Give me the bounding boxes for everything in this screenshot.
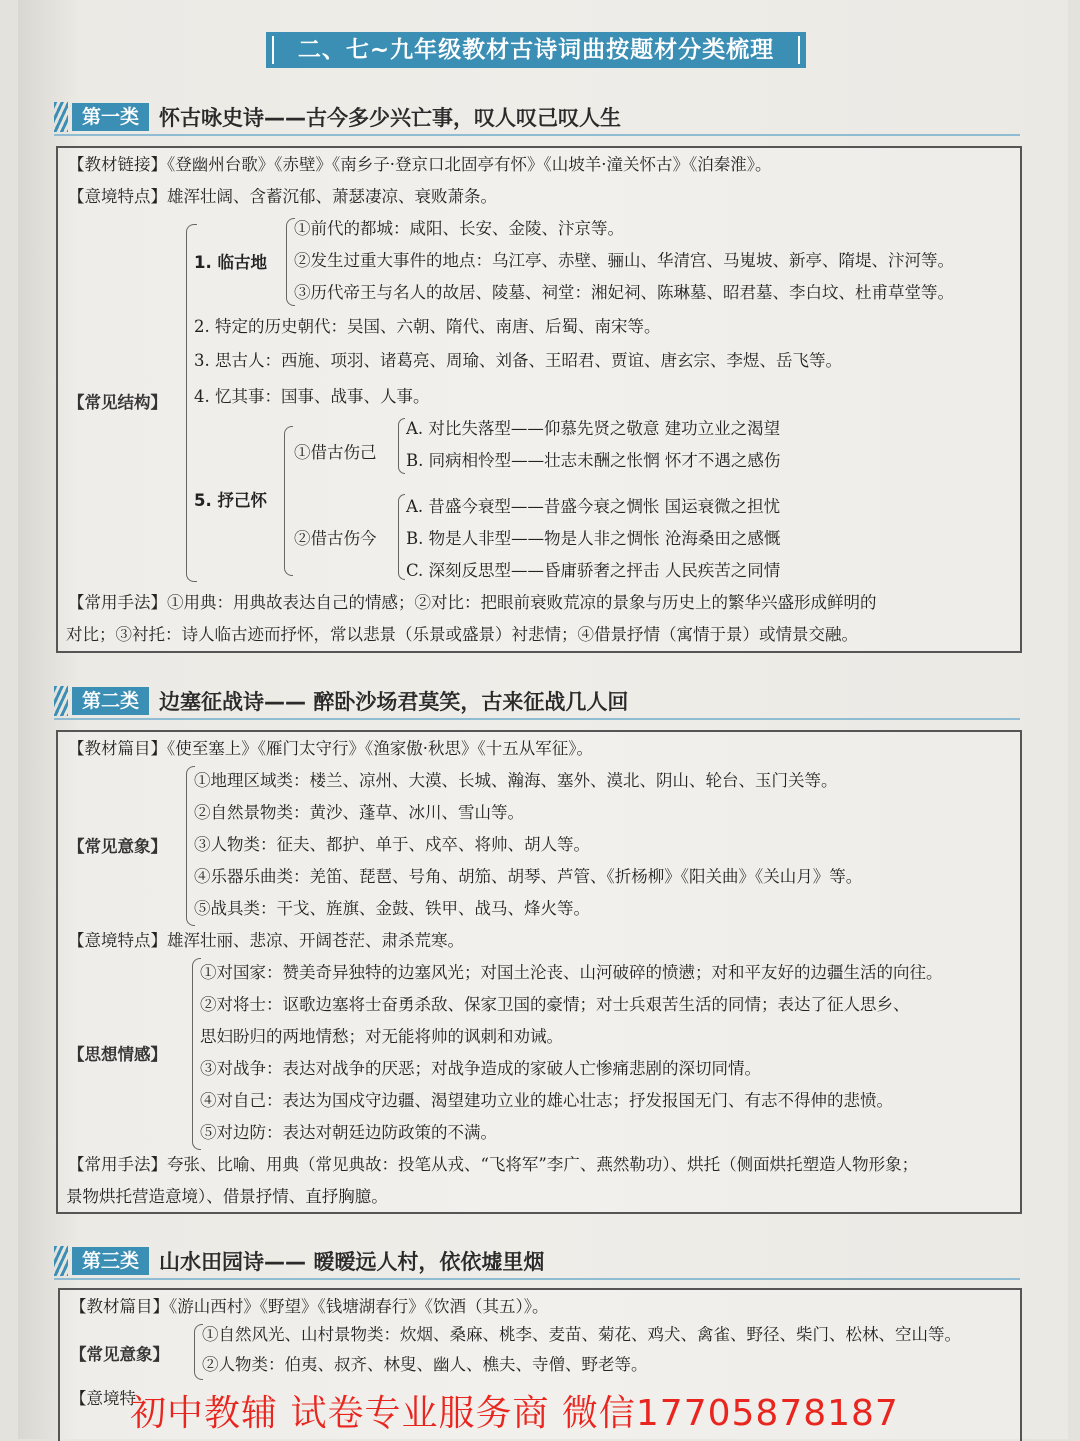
s3-i1: ①自然风光、山村景物类：炊烟、桑麻、桃李、麦苗、菊花、鸡犬、禽雀、野径、柴门、松林、空山等。 bbox=[202, 1325, 961, 1344]
watermark: 初中教辅 试卷专业服务商 微信17705878187 bbox=[130, 1393, 899, 1434]
s1-p1c: ③历代帝王与名人的故居、陵墓、祠堂：湘妃祠、陈琳墓、昭君墓、李白坟、杜甫草堂等。 bbox=[294, 283, 954, 302]
section-1-box bbox=[56, 146, 1022, 653]
s2-e1: ①对国家：赞美奇异独特的边塞风光；对国土沦丧、山河破碎的愤懑；对和平友好的边疆生活的向往。 bbox=[200, 963, 943, 982]
s1-p5a-brace bbox=[398, 418, 405, 474]
s2-e4: ④对自己：表达为国戍守边疆、渴望建功立业的雄心壮志；抒发报国无门、有志不得伸的悲愤。 bbox=[200, 1091, 893, 1110]
section-1-rule bbox=[54, 134, 1020, 136]
s1-p1: 1. 临古地 bbox=[194, 253, 267, 272]
section-2-title: 边塞征战诗—— 醉卧沙场君莫笑，古来征战几人回 bbox=[159, 690, 629, 714]
s1-techniques-2: 对比；③衬托：诗人临古迹而抒怀，常以悲景（乐景或盛景）衬悲情；④借景抒情（寓情于景）或情景交融。 bbox=[66, 625, 858, 644]
s2-e3: ③对战争：表达对战争的厌恶；对战争造成的家破人亡惨痛悲剧的深切同情。 bbox=[200, 1059, 761, 1078]
s2-e2a: ②对将士：讴歌边塞将士奋勇杀敌、保家卫国的豪情；对士兵艰苦生活的同情；表达了征人思乡、 bbox=[200, 995, 910, 1014]
stripe-icon bbox=[54, 1246, 68, 1276]
s3-i2: ②人物类：伯夷、叔齐、林叟、幽人、樵夫、寺僧、野老等。 bbox=[202, 1355, 648, 1374]
s1-p5a1: A. 对比失落型——仰慕先贤之敬意 建功立业之渴望 bbox=[406, 419, 781, 438]
s2-i1: ①地理区域类：楼兰、凉州、大漠、长城、瀚海、塞外、漠北、阴山、轮台、玉门关等。 bbox=[194, 771, 838, 790]
s2-i2: ②自然景物类：黄沙、蓬草、冰川、雪山等。 bbox=[194, 803, 524, 822]
stripe-icon bbox=[54, 102, 68, 132]
s2-e5: ⑤对边防：表达对朝廷边防政策的不满。 bbox=[200, 1123, 497, 1142]
s3-imagery-label: 【常见意象】 bbox=[70, 1345, 169, 1364]
s1-p2: 2. 特定的历史朝代：吴国、六朝、隋代、南唐、后蜀、南宋等。 bbox=[194, 317, 661, 336]
s1-p4: 4. 忆其事：国事、战事、人事。 bbox=[194, 387, 430, 406]
s2-e2b: 思妇盼归的两地情愁；对无能将帅的讽刺和劝诫。 bbox=[200, 1027, 563, 1046]
s1-p5a: ①借古伤己 bbox=[294, 443, 377, 462]
s1-p5: 5. 抒己怀 bbox=[194, 491, 267, 510]
s1-p5a2: B. 同病相怜型——壮志未酬之怅惘 怀才不遇之感伤 bbox=[406, 451, 781, 470]
s2-mood: 【意境特点】雄浑壮丽、悲凉、开阔苍茫、肃杀荒寒。 bbox=[68, 931, 464, 950]
s1-textbook-links: 【教材链接】《登幽州台歌》《赤壁》《南乡子·登京口北固亭有怀》《山坡羊·潼关怀古》《泊秦淮》。 bbox=[68, 155, 772, 174]
section-1-title: 怀古咏史诗——古今多少兴亡事，叹人叹己叹人生 bbox=[159, 106, 622, 130]
section-2-tag: 第二类 bbox=[72, 687, 149, 715]
section-2-box bbox=[56, 730, 1022, 1214]
s2-emotion-label: 【思想情感】 bbox=[68, 1045, 167, 1064]
s2-i3: ③人物类：征夫、都护、单于、戍卒、将帅、胡人等。 bbox=[194, 835, 590, 854]
s2-techniques-2: 景物烘托营造意境）、借景抒情、直抒胸臆。 bbox=[66, 1187, 388, 1206]
section-1-tag: 第一类 bbox=[72, 103, 149, 131]
s1-p1a: ①前代的都城：咸阳、长安、金陵、汴京等。 bbox=[294, 219, 624, 238]
s2-techniques-1: 【常用手法】夸张、比喻、用典（常见典故：投笔从戎、“飞将军”李广、燕然勒功）、烘托（侧面烘托塑造人物形象； bbox=[68, 1155, 919, 1174]
section-3-tag: 第三类 bbox=[72, 1247, 149, 1275]
s1-p1b: ②发生过重大事件的地点：乌江亭、赤壁、骊山、华清宫、马嵬坡、新亭、隋堤、汴河等。 bbox=[294, 251, 954, 270]
s2-imagery-label: 【常见意象】 bbox=[68, 837, 167, 856]
section-3-header bbox=[54, 1244, 544, 1278]
s1-p5b3: C. 深刻反思型——昏庸骄奢之抨击 人民疾苦之同情 bbox=[406, 561, 781, 580]
s1-structure-label: 【常见结构】 bbox=[68, 393, 167, 412]
s2-i5: ⑤战具类：干戈、旌旗、金鼓、铁甲、战马、烽火等。 bbox=[194, 899, 590, 918]
s2-textbook-list: 【教材篇目】《使至塞上》《雁门太守行》《渔家傲·秋思》《十五从军征》。 bbox=[68, 739, 593, 758]
s1-p5b1: A. 昔盛今衰型——昔盛今衰之惆怅 国运衰微之担忧 bbox=[406, 497, 781, 516]
s1-p5-brace bbox=[284, 426, 293, 576]
s1-p5b-brace bbox=[398, 494, 405, 580]
s1-p5b2: B. 物是人非型——物是人非之惆怅 沧海桑田之感慨 bbox=[406, 529, 781, 548]
s1-mood: 【意境特点】雄浑壮阔、含蓄沉郁、萧瑟凄凉、衰败萧条。 bbox=[68, 187, 497, 206]
s1-techniques-1: 【常用手法】①用典：用典故表达自己的情感；②对比：把眼前衰败荒凉的景象与历史上的繁华兴盛形成鲜明的 bbox=[68, 593, 877, 612]
section-2-rule bbox=[54, 718, 1020, 720]
s2-i4: ④乐器乐曲类：羌笛、琵琶、号角、胡笳、胡琴、芦管、《折杨柳》《阳关曲》《关山月》等。 bbox=[194, 867, 863, 886]
page-title: 二、七~九年级教材古诗词曲按题材分类梳理 bbox=[266, 32, 806, 68]
s1-p5b: ②借古伤今 bbox=[294, 529, 377, 548]
section-3-rule bbox=[54, 1278, 1020, 1280]
s3-mood-partial: 【意境特 bbox=[70, 1389, 136, 1408]
s3-textbook-list: 【教材篇目】《游山西村》《野望》《钱塘湖春行》《饮酒（其五）》。 bbox=[70, 1297, 549, 1316]
s1-p3: 3. 思古人：西施、项羽、诸葛亮、周瑜、刘备、王昭君、贾谊、唐玄宗、李煜、岳飞等。 bbox=[194, 351, 842, 370]
stripe-icon bbox=[54, 686, 68, 716]
section-2-header bbox=[54, 684, 628, 718]
section-3-title: 山水田园诗—— 暧暧远人村，依依墟里烟 bbox=[159, 1250, 545, 1274]
section-1-header bbox=[54, 100, 621, 134]
